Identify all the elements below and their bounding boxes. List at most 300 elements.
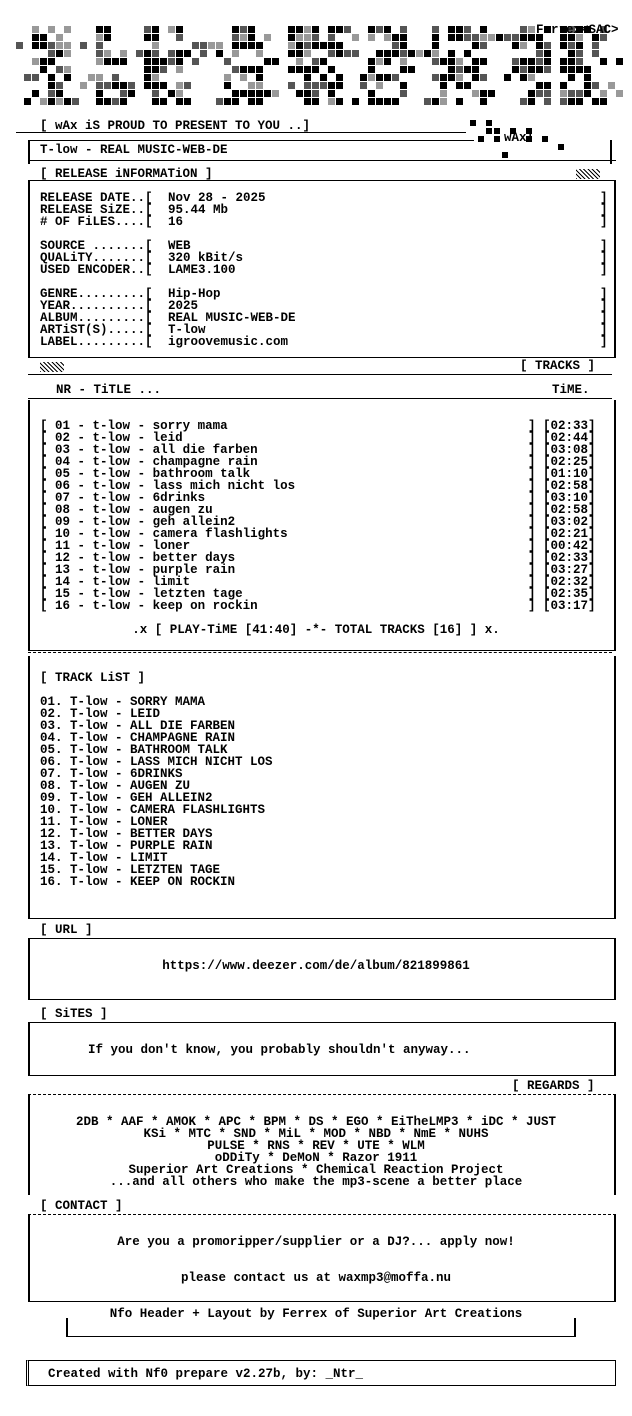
logo-block [528,90,535,97]
track-number: 11 [55,539,71,553]
logo-block [256,90,263,97]
logo-block [304,82,311,89]
track-title: keep on rockin [152,599,258,613]
logo-block [152,74,159,81]
track-time-bracket: ] [ [528,563,551,577]
group-tag: wAx! [504,131,535,145]
sites-text: If you don't know, you probably shouldn't anyway... [88,1043,471,1057]
track-time: 02:58 [550,503,589,517]
logo-block [432,42,439,49]
logo-block [264,34,271,41]
regards-heading: [ REGARDS ] [512,1079,595,1093]
track-number: 06 [55,479,71,493]
release-info-hatch [576,169,600,179]
logo-block [472,74,479,81]
logo-block [536,66,543,73]
release-info-close-bracket: ] [600,287,608,301]
track-artist: t-low [92,467,131,481]
logo-block [144,82,151,89]
logo-block [40,42,47,49]
logo-block [480,98,487,105]
track-time-bracket: ] [ [528,491,551,505]
logo-block [560,90,567,97]
logo-block [56,82,63,89]
logo-block [336,98,343,105]
logo-block [408,66,415,73]
release-info-close-bracket: ] [600,263,608,277]
logo-block [480,26,487,33]
logo-block [264,90,271,97]
track-list-item: 04. T-low - CHAMPAGNE RAIN [40,731,236,745]
logo-block [544,42,551,49]
logo-block [40,98,47,105]
track-number: 13 [55,563,71,577]
logo-block [248,66,255,73]
logo-block [64,74,71,81]
track-list-item: 14. T-low - LIMIT [40,851,168,865]
logo-block [504,34,511,41]
track-title: bathroom talk [152,467,251,481]
track-artist: t-low [92,503,131,517]
logo-block [440,74,447,81]
logo-block [144,58,151,65]
track-sep: - [70,515,93,529]
track-time-bracket: ] [ [528,527,551,541]
regards-line: KSi * MTC * SND * MiL * MOD * NBD * NmE * NUHS [143,1127,489,1141]
logo-block [328,66,335,73]
track-artist: t-low [92,455,131,469]
track-list-heading: [ TRACK LiST ] [40,671,146,685]
tracks-top-rule [28,374,612,375]
logo-block [592,42,599,49]
logo-block [432,26,439,33]
logo-block [256,42,263,49]
track-open-bracket: [ [40,599,56,613]
track-title: sorry mama [152,419,228,433]
logo-block [48,42,55,49]
logo-block [520,26,527,33]
track-sep: - [70,431,93,445]
logo-block [96,26,103,33]
regards-line: PULSE * RNS * REV * UTE * WLM [207,1139,425,1153]
logo-block [120,58,127,65]
release-info-value: 2025 [168,299,199,313]
logo-block [352,34,359,41]
logo-block [96,98,103,105]
track-time: 00:42 [550,539,589,553]
track-list-item: 11. T-low - LONER [40,815,168,829]
track-time: 03:10 [550,491,589,505]
logo-block [512,58,519,65]
logo-block [368,74,375,81]
logo-block [144,74,151,81]
release-info-value: REAL MUSIC-WEB-DE [168,311,296,325]
logo-block [568,50,575,57]
title-bottom-rule [30,160,616,161]
track-artist: t-low [92,599,131,613]
track-sep: - [130,443,153,457]
track-title: geh allein2 [152,515,236,529]
logo-block [432,50,439,57]
logo-block [384,26,391,33]
track-artist: t-low [92,479,131,493]
track-sep: - [130,479,153,493]
track-open-bracket: [ [40,539,56,553]
logo-block [352,98,359,105]
logo-block [344,50,351,57]
logo-block [312,66,319,73]
track-time-bracket: ] [ [528,515,551,529]
track-time: 03:08 [550,443,589,457]
track-list-item: 07. T-low - 6DRINKS [40,767,183,781]
logo-block [184,98,191,105]
logo-block [248,98,255,105]
logo-block [240,42,247,49]
logo-block [112,58,119,65]
logo-block [232,90,239,97]
logo-block [328,50,335,57]
logo-block [288,50,295,57]
logo-block [464,34,471,41]
logo-block [240,90,247,97]
logo-block [176,82,183,89]
logo-block [488,90,495,97]
logo-block [304,34,311,41]
track-list-item: 06. T-low - LASS MICH NICHT LOS [40,755,273,769]
logo-block [160,82,167,89]
track-title: 6drinks [152,491,206,505]
logo-block [432,34,439,41]
release-info-label: ARTiST(S).....[ [40,323,153,337]
logo-block [448,50,455,57]
track-sep: - [130,419,153,433]
logo-block [456,74,463,81]
logo-block [494,136,500,142]
credits-line: Nfo Header + Layout by Ferrex of Superior Art Creations [109,1307,523,1321]
logo-block [424,50,431,57]
track-sep: - [70,491,93,505]
logo-block [216,42,223,49]
logo-block [296,90,303,97]
track-sep: - [70,563,93,577]
logo-block [480,34,487,41]
logo-block [528,98,535,105]
logo-block [544,58,551,65]
track-sep: - [130,515,153,529]
logo-block [544,50,551,57]
logo-block [240,26,247,33]
track-time: 01:10 [550,467,589,481]
logo-block [360,74,367,81]
logo-block [584,74,591,81]
logo-block [64,98,71,105]
logo-block [80,82,87,89]
logo-block [128,90,135,97]
release-info-label: SOURCE .......[ [40,239,153,253]
track-time-bracket: ] [ [528,575,551,589]
logo-block [56,42,63,49]
logo-block [486,128,492,134]
logo-block [248,26,255,33]
logo-block [176,26,183,33]
regards-line: ...and all others who make the mp3-scene a better place [109,1175,523,1189]
logo-block [528,66,535,73]
logo-block [368,34,375,41]
logo-block [152,42,159,49]
logo-block [512,66,519,73]
track-open-bracket: [ [40,587,56,601]
logo-block [520,58,527,65]
logo-block [248,42,255,49]
logo-block [608,82,615,89]
logo-block [288,66,295,73]
logo-block [304,26,311,33]
logo-block [502,152,508,158]
release-info-close-bracket: ] [600,311,608,325]
track-time: 02:32 [550,575,589,589]
logo-block [600,58,607,65]
track-sep: - [130,455,153,469]
logo-block [120,50,127,57]
track-number: 14 [55,575,71,589]
logo-block [40,34,47,41]
logo-block [288,42,295,49]
track-artist: t-low [92,419,131,433]
logo-block [96,90,103,97]
logo-block [168,26,175,33]
logo-block [232,34,239,41]
logo-block [184,82,191,89]
logo-block [504,74,511,81]
logo-block [96,58,103,65]
track-open-bracket: [ [40,551,56,565]
logo-block [472,42,479,49]
logo-block [520,74,527,81]
track-time-bracket: ] [ [528,431,551,445]
release-info-label: RELEASE DATE..[ [40,191,153,205]
track-time-bracket: ] [ [528,599,551,613]
track-open-bracket: [ [40,527,56,541]
release-info-label: RELEASE SiZE..[ [40,203,153,217]
logo-block [64,26,71,33]
logo-block [304,50,311,57]
track-time-bracket: ] [588,515,596,529]
logo-block [392,50,399,57]
track-number: 03 [55,443,71,457]
logo-block [64,50,71,57]
logo-block [312,42,319,49]
track-time: 02:25 [550,455,589,469]
logo-block [264,58,271,65]
logo-block [400,34,407,41]
track-open-bracket: [ [40,443,56,457]
logo-block [456,98,463,105]
logo-block [528,74,535,81]
logo-block [152,26,159,33]
logo-block [512,34,519,41]
logo-block [160,58,167,65]
logo-block [400,42,407,49]
logo-block [144,34,151,41]
logo-block [40,66,47,73]
title-top-rule [30,140,474,141]
logo-block [400,82,407,89]
release-info-value: WEB [168,239,191,253]
logo-block [168,58,175,65]
track-open-bracket: [ [40,431,56,445]
track-sep: - [130,467,153,481]
logo-block [544,66,551,73]
regards-line: oDDiTy * DeMoN * Razor 1911 [214,1151,418,1165]
logo-block [464,26,471,33]
logo-block [320,74,327,81]
track-time-cell [528,600,596,612]
logo-block [152,98,159,105]
track-time-bracket: ] [ [528,539,551,553]
logo-block [296,66,303,73]
track-artist: t-low [92,431,131,445]
logo-block [328,34,335,41]
logo-block [544,82,551,89]
logo-block [304,42,311,49]
logo-block [400,66,407,73]
logo-block [376,26,383,33]
logo-block [96,74,103,81]
logo-block [496,34,503,41]
track-open-bracket: [ [40,479,56,493]
track-title: lass mich nicht los [152,479,296,493]
logo-block [448,66,455,73]
tracks-bottom-rule [28,652,612,653]
track-title: better days [152,551,236,565]
logo-block [224,98,231,105]
logo-block [536,58,543,65]
logo-block [560,42,567,49]
release-info-close-bracket: ] [600,191,608,205]
release-info-value: 320 kBit/s [168,251,244,265]
logo-block [56,90,63,97]
release-info-close-bracket: ] [600,335,608,349]
track-time-bracket: ] [588,443,596,457]
logo-block [296,58,303,65]
logo-block [232,66,239,73]
logo-block [480,42,487,49]
logo-block [152,50,159,57]
album-url-link[interactable]: https://www.deezer.com/de/album/821899861 [162,959,470,973]
title-right-bar [610,140,612,164]
logo-block [336,50,343,57]
track-time-bracket: ] [588,467,596,481]
track-sep: - [130,503,153,517]
logo-block [192,58,199,65]
logo-block [48,82,55,89]
track-time-bracket: ] [588,599,596,613]
logo-block [472,58,479,65]
logo-block [96,50,103,57]
track-title: all die farben [152,443,258,457]
logo-block [470,120,476,126]
logo-block [480,74,487,81]
logo-block [592,98,599,105]
track-sep: - [70,539,93,553]
contact-heading: [ CONTACT ] [40,1199,123,1213]
track-time-bracket: ] [588,527,596,541]
logo-block [384,74,391,81]
logo-block [48,90,55,97]
track-time-bracket: ] [588,551,596,565]
track-sep: - [70,455,93,469]
track-time: 03:17 [550,599,589,613]
logo-block [296,42,303,49]
release-info-label: YEAR..........[ [40,299,153,313]
logo-block [376,50,383,57]
logo-block [536,90,543,97]
logo-block [48,98,55,105]
release-info-value: 16 [168,215,184,229]
logo-block [312,26,319,33]
logo-block [584,82,591,89]
track-sep: - [70,575,93,589]
logo-block [328,26,335,33]
logo-block [480,58,487,65]
track-time: 02:33 [550,551,589,565]
logo-block [152,90,159,97]
track-time-bracket: ] [ [528,443,551,457]
track-time: 02:44 [550,431,589,445]
track-sep: - [70,503,93,517]
logo-block [144,26,151,33]
track-title: augen zu [152,503,213,517]
logo-block [464,66,471,73]
release-info-value: 95.44 Mb [168,203,229,217]
track-sep: - [70,443,93,457]
logo-block [368,90,375,97]
logo-block [64,66,71,73]
track-time: 03:02 [550,515,589,529]
release-info-value: T-low [168,323,206,337]
track-sep: - [130,431,153,445]
logo-block [48,26,55,33]
logo-block [144,50,151,57]
logo-block [560,58,567,65]
logo-block [472,66,479,73]
logo-block [520,34,527,41]
logo-block [288,26,295,33]
track-number: 02 [55,431,71,445]
track-time-bracket: ] [588,563,596,577]
logo-block [32,26,39,33]
track-artist: t-low [92,539,131,553]
logo-block [440,98,447,105]
logo-block [256,66,263,73]
logo-block [328,82,335,89]
track-list-item: 10. T-low - CAMERA FLASHLIGHTS [40,803,266,817]
logo-block [24,74,31,81]
track-time: 02:35 [550,587,589,601]
logo-block [448,58,455,65]
track-number: 12 [55,551,71,565]
logo-block [592,82,599,89]
track-time-bracket: ] [ [528,467,551,481]
logo-block [456,26,463,33]
track-open-bracket: [ [40,491,56,505]
logo-block [56,98,63,105]
col-nr-title: NR - TiTLE ... [56,383,162,397]
logo-block [192,42,199,49]
logo-block [272,90,279,97]
logo-block [312,58,319,65]
logo-block [408,50,415,57]
